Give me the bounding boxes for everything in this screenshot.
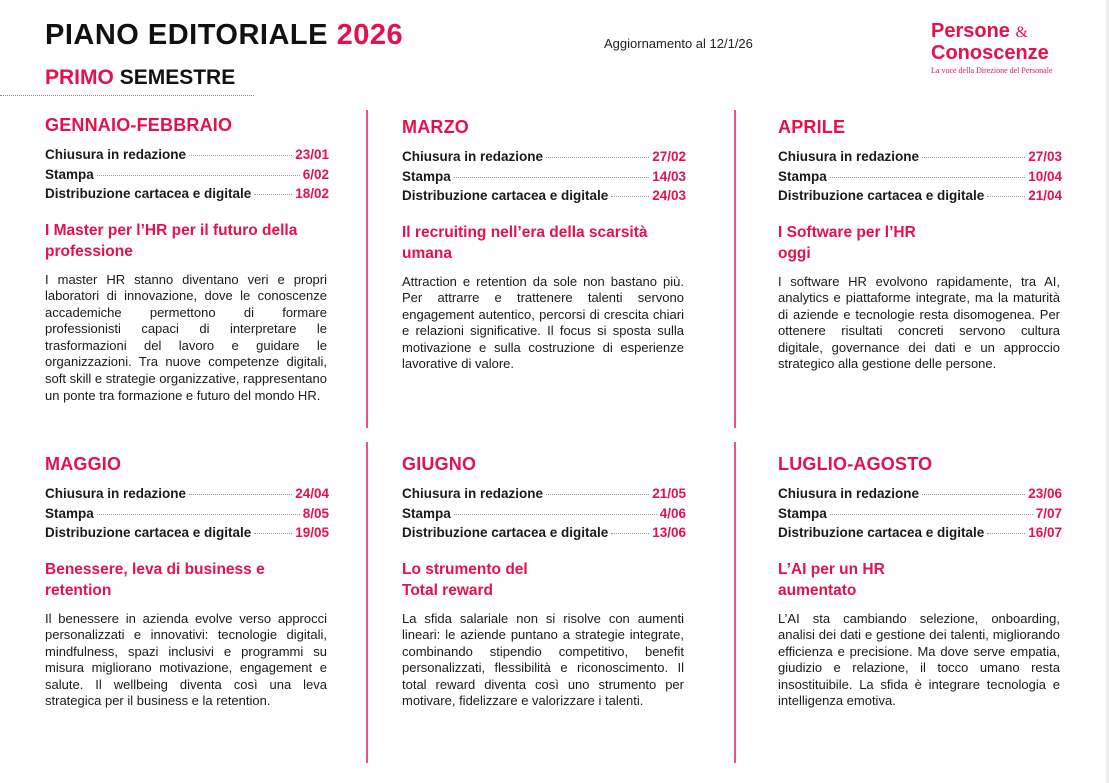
schedule-date: 23/01 <box>295 147 329 162</box>
schedule-date: 19/05 <box>295 525 329 540</box>
article-body: L’AI sta cambiando selezione, onboarding, analisi dei dati e gestione dei talenti, migliorando efficienza e precisione. Ma dove serve empatia, giudizio e relazione, il tocco umano resta insostituibile. La sfida è integrare tecnologia e intelligenza emotiva. <box>778 610 1060 709</box>
schedule-date: 24/04 <box>295 486 329 501</box>
issue-month: GENNAIO-FEBBRAIO <box>45 115 233 135</box>
schedule-date: 14/03 <box>652 168 686 184</box>
schedule-label: Distribuzione cartacea e digitale <box>778 188 985 203</box>
schedule-row-chiusura <box>402 147 686 167</box>
dotted-leader <box>922 494 1025 495</box>
schedule-row-distribuzione <box>402 523 686 543</box>
dotted-leader <box>922 157 1025 158</box>
logo-word-persone: Persone <box>931 20 1010 42</box>
schedule-row-distribuzione <box>45 523 329 543</box>
schedule-row-distribuzione <box>402 186 686 206</box>
schedule-date: 7/07 <box>1035 505 1062 521</box>
subtitle-divider <box>0 95 254 96</box>
issue-card-giugno <box>402 454 686 710</box>
issue-month: MARZO <box>402 117 469 137</box>
schedule-date: 18/02 <box>295 186 329 201</box>
page-title-text: PIANO EDITORIALE <box>45 19 328 51</box>
schedule-date: 8/05 <box>302 505 329 521</box>
schedule-label: Chiusura in redazione <box>778 149 920 164</box>
dotted-leader <box>987 196 1025 197</box>
dotted-leader <box>254 533 292 534</box>
dotted-leader <box>454 514 657 515</box>
logo-line-1 <box>931 21 1053 43</box>
article-body: Attraction e retention da sole non bastano più. Per attrarre e trattenere talenti servono engagement autentico, percorsi di crescita chiari e relazioni significative. Il focus si sposta sulla motivazione e sulla costruzione di esperienze lavorative di valore. <box>402 273 684 372</box>
issue-card-luglio-agosto <box>778 454 1062 710</box>
schedule-label: Stampa <box>778 505 827 521</box>
schedule-row-stampa <box>45 504 329 524</box>
logo-tagline: La voce della Direzione del Personale <box>931 66 1053 75</box>
subtitle-accent: PRIMO <box>45 66 114 89</box>
schedule-label: Chiusura in redazione <box>402 486 544 501</box>
schedule-label: Stampa <box>778 168 827 184</box>
column-divider <box>734 442 736 763</box>
logo-line-2: Conoscenze <box>931 42 1049 64</box>
column-divider <box>366 442 368 763</box>
issue-month: APRILE <box>778 117 846 137</box>
article-body: La sfida salariale non si risolve con aumenti lineari: le aziende puntano a strategie integrate, combinando stipendio competitivo, benefit personalizzati, flessibilità e riconoscimento. Il total reward diventa così uno strumento per motivare, fidelizzare e valorizzare i talenti. <box>402 610 684 709</box>
article-title: Lo strumento del Total reward <box>402 560 528 599</box>
issue-card-aprile <box>778 117 1062 373</box>
dotted-leader <box>611 196 649 197</box>
schedule-label: Stampa <box>402 505 451 521</box>
page-subtitle <box>45 66 235 90</box>
schedule-label: Chiusura in redazione <box>778 486 920 501</box>
article-title: I Software per l’HR oggi <box>778 223 916 262</box>
schedule-date: 21/04 <box>1028 188 1062 203</box>
schedule-row-stampa <box>778 504 1062 524</box>
issue-card-gennaio-febbraio <box>45 115 329 404</box>
schedule-label: Distribuzione cartacea e digitale <box>778 525 985 540</box>
schedule-label: Distribuzione cartacea e digitale <box>402 188 609 203</box>
dotted-leader <box>97 175 300 176</box>
schedule-row-distribuzione <box>45 184 329 204</box>
schedule-label: Chiusura in redazione <box>45 147 187 162</box>
dotted-leader <box>454 177 649 178</box>
page-title <box>45 19 403 52</box>
dotted-leader <box>97 514 300 515</box>
schedule-row-stampa <box>402 167 686 187</box>
schedule-date: 21/05 <box>652 486 686 501</box>
issue-month: LUGLIO-AGOSTO <box>778 454 933 474</box>
schedule-date: 6/02 <box>302 166 329 182</box>
dotted-leader <box>830 514 1033 515</box>
dotted-leader <box>546 157 649 158</box>
subtitle-rest: SEMESTRE <box>119 66 236 89</box>
dotted-leader <box>987 533 1025 534</box>
article-body: I software HR evolvono rapidamente, tra AI, analytics e piattaforme integrate, ma la maturità di aziende e tecnologie resta disomogenea. Per ottenere risultati concreti servono cultura digitale, governance dei dati e un approccio strategico alla gestione delle persone. <box>778 273 1060 372</box>
article-body: I master HR stanno diventano veri e propri laboratori di innovazione, dove le conoscenze accademiche permettono di formare professionisti capaci di interpretare le trasformazioni del lavoro e guidare le organizzazioni. Tra nuove competenze digitali, soft skill e strategie organizzative, rappresentano un ponte tra formazione e futuro del mondo HR. <box>45 271 327 403</box>
schedule-row-chiusura <box>402 484 686 504</box>
issue-month: GIUGNO <box>402 454 477 474</box>
dotted-leader <box>546 494 649 495</box>
schedule-label: Distribuzione cartacea e digitale <box>45 525 252 540</box>
article-title: L’AI per un HR aumentato <box>778 560 885 599</box>
brand-logo <box>931 21 1053 75</box>
issue-card-maggio <box>45 454 329 710</box>
column-divider <box>734 110 736 428</box>
dotted-leader <box>189 494 292 495</box>
article-body: Il benessere in azienda evolve verso approcci personalizzati e innovativi: tecnologie digitali, mindfulness, spazi inclusivi e programmi su misura migliorano motivazione, engagement e salute. Il wellbeing diventa così una leva strategica per il business e la retention. <box>45 610 327 709</box>
schedule-date: 16/07 <box>1028 525 1062 540</box>
article-title: I Master per l’HR per il futuro della professione <box>45 221 298 260</box>
schedule-row-distribuzione <box>778 186 1062 206</box>
schedule-row-chiusura <box>45 484 329 504</box>
schedule-row-stampa <box>778 167 1062 187</box>
schedule-date: 4/06 <box>659 505 686 521</box>
schedule-label: Chiusura in redazione <box>402 149 544 164</box>
schedule-label: Stampa <box>45 166 94 182</box>
schedule-date: 27/03 <box>1028 149 1062 164</box>
dotted-leader <box>189 155 292 156</box>
schedule-row-chiusura <box>778 484 1062 504</box>
logo-ampersand: & <box>1015 24 1028 41</box>
schedule-date: 10/04 <box>1028 168 1062 184</box>
schedule-label: Distribuzione cartacea e digitale <box>402 525 609 540</box>
dotted-leader <box>830 177 1025 178</box>
schedule-date: 13/06 <box>652 525 686 540</box>
schedule-date: 24/03 <box>652 188 686 203</box>
schedule-row-stampa <box>45 165 329 185</box>
schedule-row-chiusura <box>45 145 329 165</box>
schedule-date: 23/06 <box>1028 486 1062 501</box>
schedule-label: Distribuzione cartacea e digitale <box>45 186 252 201</box>
schedule-label: Stampa <box>45 505 94 521</box>
schedule-date: 27/02 <box>652 149 686 164</box>
schedule-label: Chiusura in redazione <box>45 486 187 501</box>
update-note: Aggiornamento al 12/1/26 <box>604 36 753 51</box>
schedule-row-chiusura <box>778 147 1062 167</box>
issue-card-marzo <box>402 117 686 373</box>
dotted-leader <box>611 533 649 534</box>
dotted-leader <box>254 194 292 195</box>
schedule-label: Stampa <box>402 168 451 184</box>
schedule-row-stampa <box>402 504 686 524</box>
article-title: Il recruiting nell’era della scarsità umana <box>402 223 648 262</box>
page-title-year: 2026 <box>336 19 404 51</box>
article-title: Benessere, leva di business e retention <box>45 560 265 599</box>
issue-month: MAGGIO <box>45 454 122 474</box>
column-divider <box>366 110 368 428</box>
schedule-row-distribuzione <box>778 523 1062 543</box>
